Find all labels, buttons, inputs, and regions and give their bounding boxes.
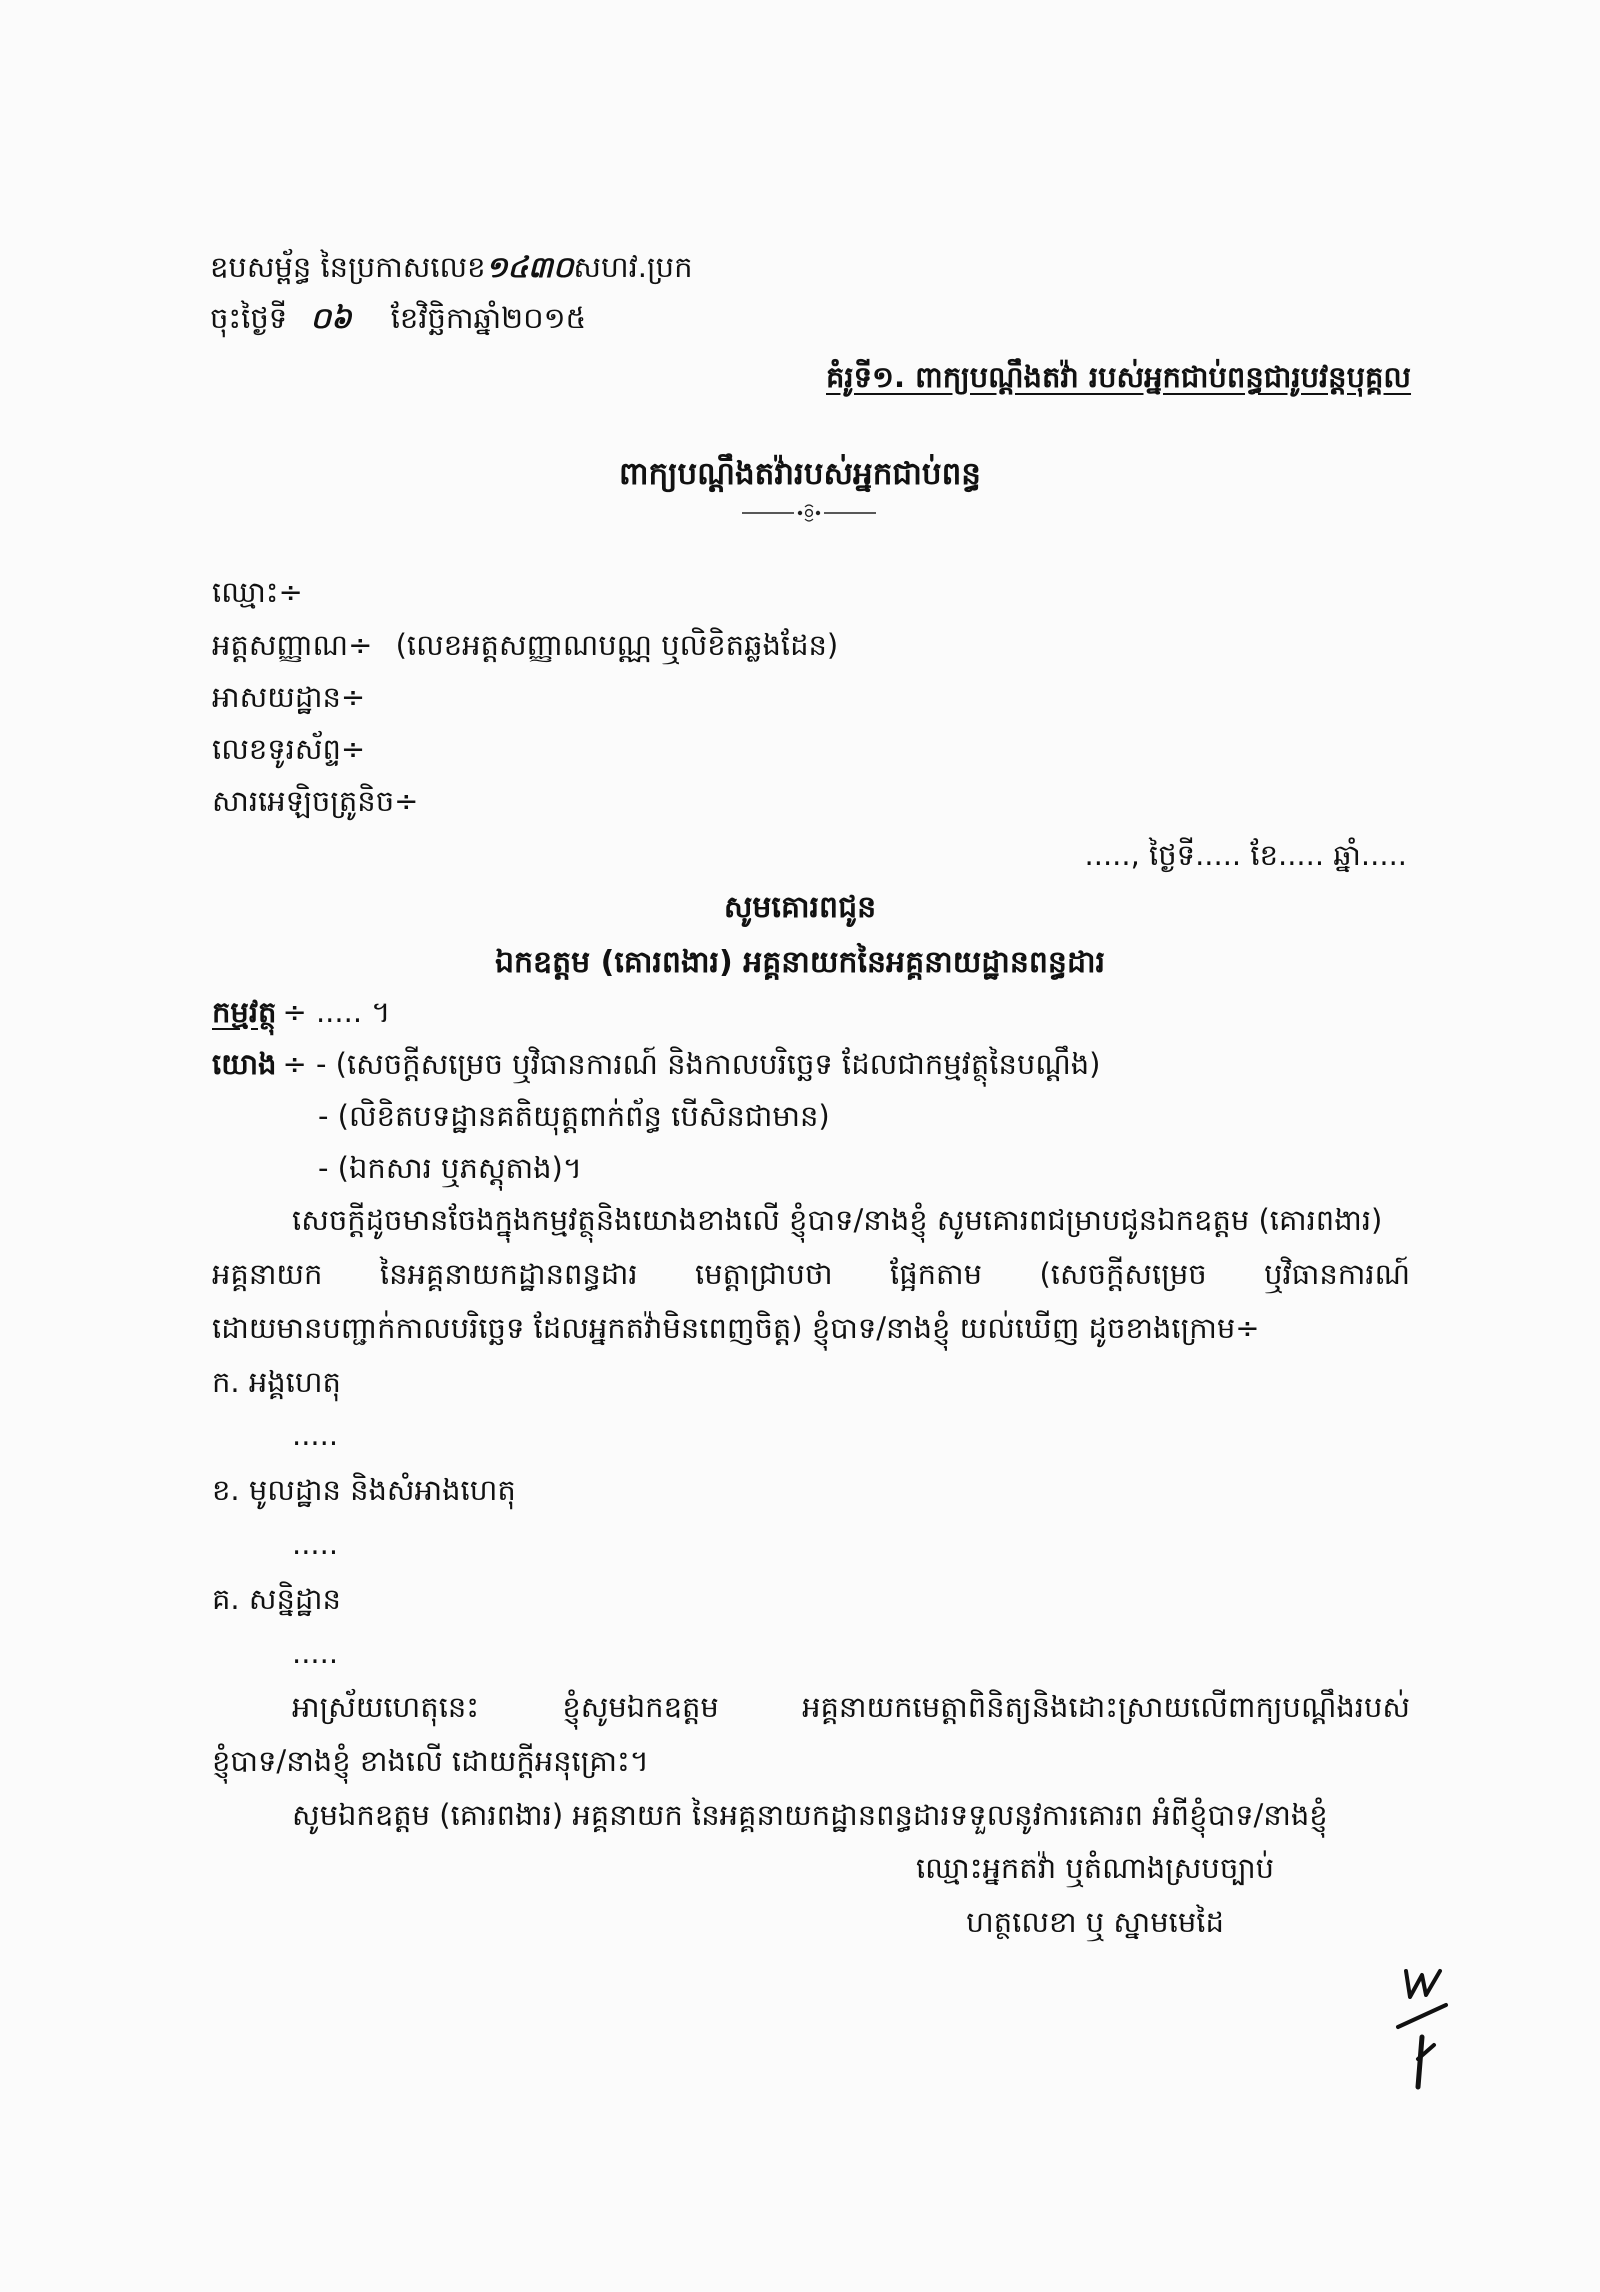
closing-line: អាស្រ័យហេតុនេះ ខ្ញុំសូមឯកឧត្តម អគ្គនាយកមេត្តាពិនិត្យនិងដោះស្រាយលើពាក្យបណ្តឹងរបស់ <box>292 1690 1410 1724</box>
closing-line: ខ្ញុំបាទ/នាងខ្ញុំ ខាងលើ ដោយក្តីអនុគ្រោះ។ <box>212 1744 649 1778</box>
annex-date-prefix: ចុះថ្ងៃទី <box>210 301 288 335</box>
field-label: អាសយដ្ឋាន÷ <box>212 680 366 714</box>
subject-text: ÷ ..... ។ <box>282 995 391 1029</box>
signature-line: ហត្ថលេខា ឬ ស្នាមមេដៃ <box>966 1905 1224 1939</box>
annex-reference <box>210 250 692 285</box>
title-ornament <box>742 503 876 523</box>
field-label: ឈ្មោះ÷ <box>212 575 303 609</box>
handwritten-initials <box>1388 1965 1468 2099</box>
page-title: ពាក្យបណ្តឹងតវ៉ារបស់អ្នកជាប់ពន្ធ <box>619 456 981 492</box>
salutation: សូមគោរពជូន <box>723 890 877 925</box>
annex-date-day-handwritten: ០៦ <box>310 301 352 335</box>
model-label: គំរូទី១. ពាក្យបណ្តឹងតវ៉ា របស់អ្នកជាប់ពន្ធជារូបវន្តបុគ្គល <box>826 360 1412 394</box>
body-line: អគ្គនាយក នៃអគ្គនាយកដ្ឋានពន្ធដារ មេត្តាជ្រាបថា ផ្អែកតាម (សេចក្តីសម្រេច ឬវិធានការណ៍ <box>212 1257 1410 1291</box>
section-heading: គ. សន្និដ្ឋាន <box>212 1582 341 1616</box>
date-line: ....., ថ្ងៃទី..... ខែ..... ឆ្នាំ..... <box>1084 838 1407 872</box>
annex-date <box>210 301 586 336</box>
reference-label: យោង <box>212 1047 277 1081</box>
field-phone <box>212 732 365 767</box>
field-label: លេខទូរស័ព្ទ÷ <box>212 732 366 766</box>
section-heading: ខ. មូលដ្ឋាន និងសំអាងហេតុ <box>212 1473 516 1507</box>
reference-item: - (ឯកសារ ឬភស្តុតាង)។ <box>318 1151 582 1185</box>
field-address <box>212 680 365 715</box>
body-line: ដោយមានបញ្ជាក់កាលបរិច្ឆេទ ដែលអ្នកតវ៉ាមិនពេញចិត្ត) ខ្ញុំបាទ/នាងខ្ញុំ យល់ឃើញ ដូចខាងក្រោម÷ <box>212 1311 1260 1345</box>
field-name <box>212 575 303 610</box>
reference-item: - (លិខិតបទដ្ឋានគតិយុត្តពាក់ព័ន្ធ បើសិនជាមាន) <box>318 1099 830 1133</box>
field-email <box>212 784 418 819</box>
field-identity <box>212 628 838 663</box>
field-label: អត្តសញ្ញាណ÷ <box>212 628 373 662</box>
signature-name-line: ឈ្មោះអ្នកតវ៉ា ឬតំណាងស្របច្បាប់ <box>915 1851 1275 1885</box>
section-content: ..... <box>292 1418 339 1452</box>
section-content: ..... <box>292 1636 339 1670</box>
annex-date-year: ឆ្នាំ២០១៥ <box>473 301 587 335</box>
field-note: (លេខអត្តសញ្ញាណបណ្ណ ឬលិខិតឆ្លងដែន) <box>395 628 839 662</box>
subject-line <box>212 995 390 1030</box>
reference-line-1 <box>212 1047 1100 1082</box>
subject-label: កម្មវត្ថុ <box>212 995 277 1029</box>
annex-date-month: ខែវិច្ឆិកា <box>390 301 474 335</box>
section-heading: ក. អង្គហេតុ <box>212 1365 341 1399</box>
annex-suffix: សហវ.ប្រក <box>573 250 693 284</box>
closing-line: សូមឯកឧត្តម (គោរពងារ) អគ្គនាយក នៃអគ្គនាយកដ្ឋានពន្ធដារទទួលនូវការគោរព អំពីខ្ញុំបាទ/នាងខ្ញុំ <box>292 1798 1328 1832</box>
annex-number-handwritten: ១៤៣០ <box>485 250 574 284</box>
reference-item: ÷ - (សេចក្តីសម្រេច ឬវិធានការណ៍ និងកាលបរិច្ឆេទ ដែលជាកម្មវត្ថុនៃបណ្តឹង) <box>282 1047 1101 1081</box>
field-label: សារអេឡិចត្រូនិច÷ <box>212 784 419 818</box>
recipient: ឯកឧត្តម (គោរពងារ) អគ្គនាយកនៃអគ្គនាយដ្ឋានពន្ធដារ <box>494 945 1106 980</box>
body-line: សេចក្តីដូចមានចែងក្នុងកម្មវត្ថុនិងយោងខាងលើ ខ្ញុំបាទ/នាងខ្ញុំ សូមគោរពជម្រាបជូនឯកឧត្តម (គោរពងារ) <box>292 1203 1383 1237</box>
section-content: ..... <box>292 1527 339 1561</box>
annex-prefix: ឧបសម្ព័ន្ធ នៃប្រកាសលេខ <box>210 250 486 284</box>
